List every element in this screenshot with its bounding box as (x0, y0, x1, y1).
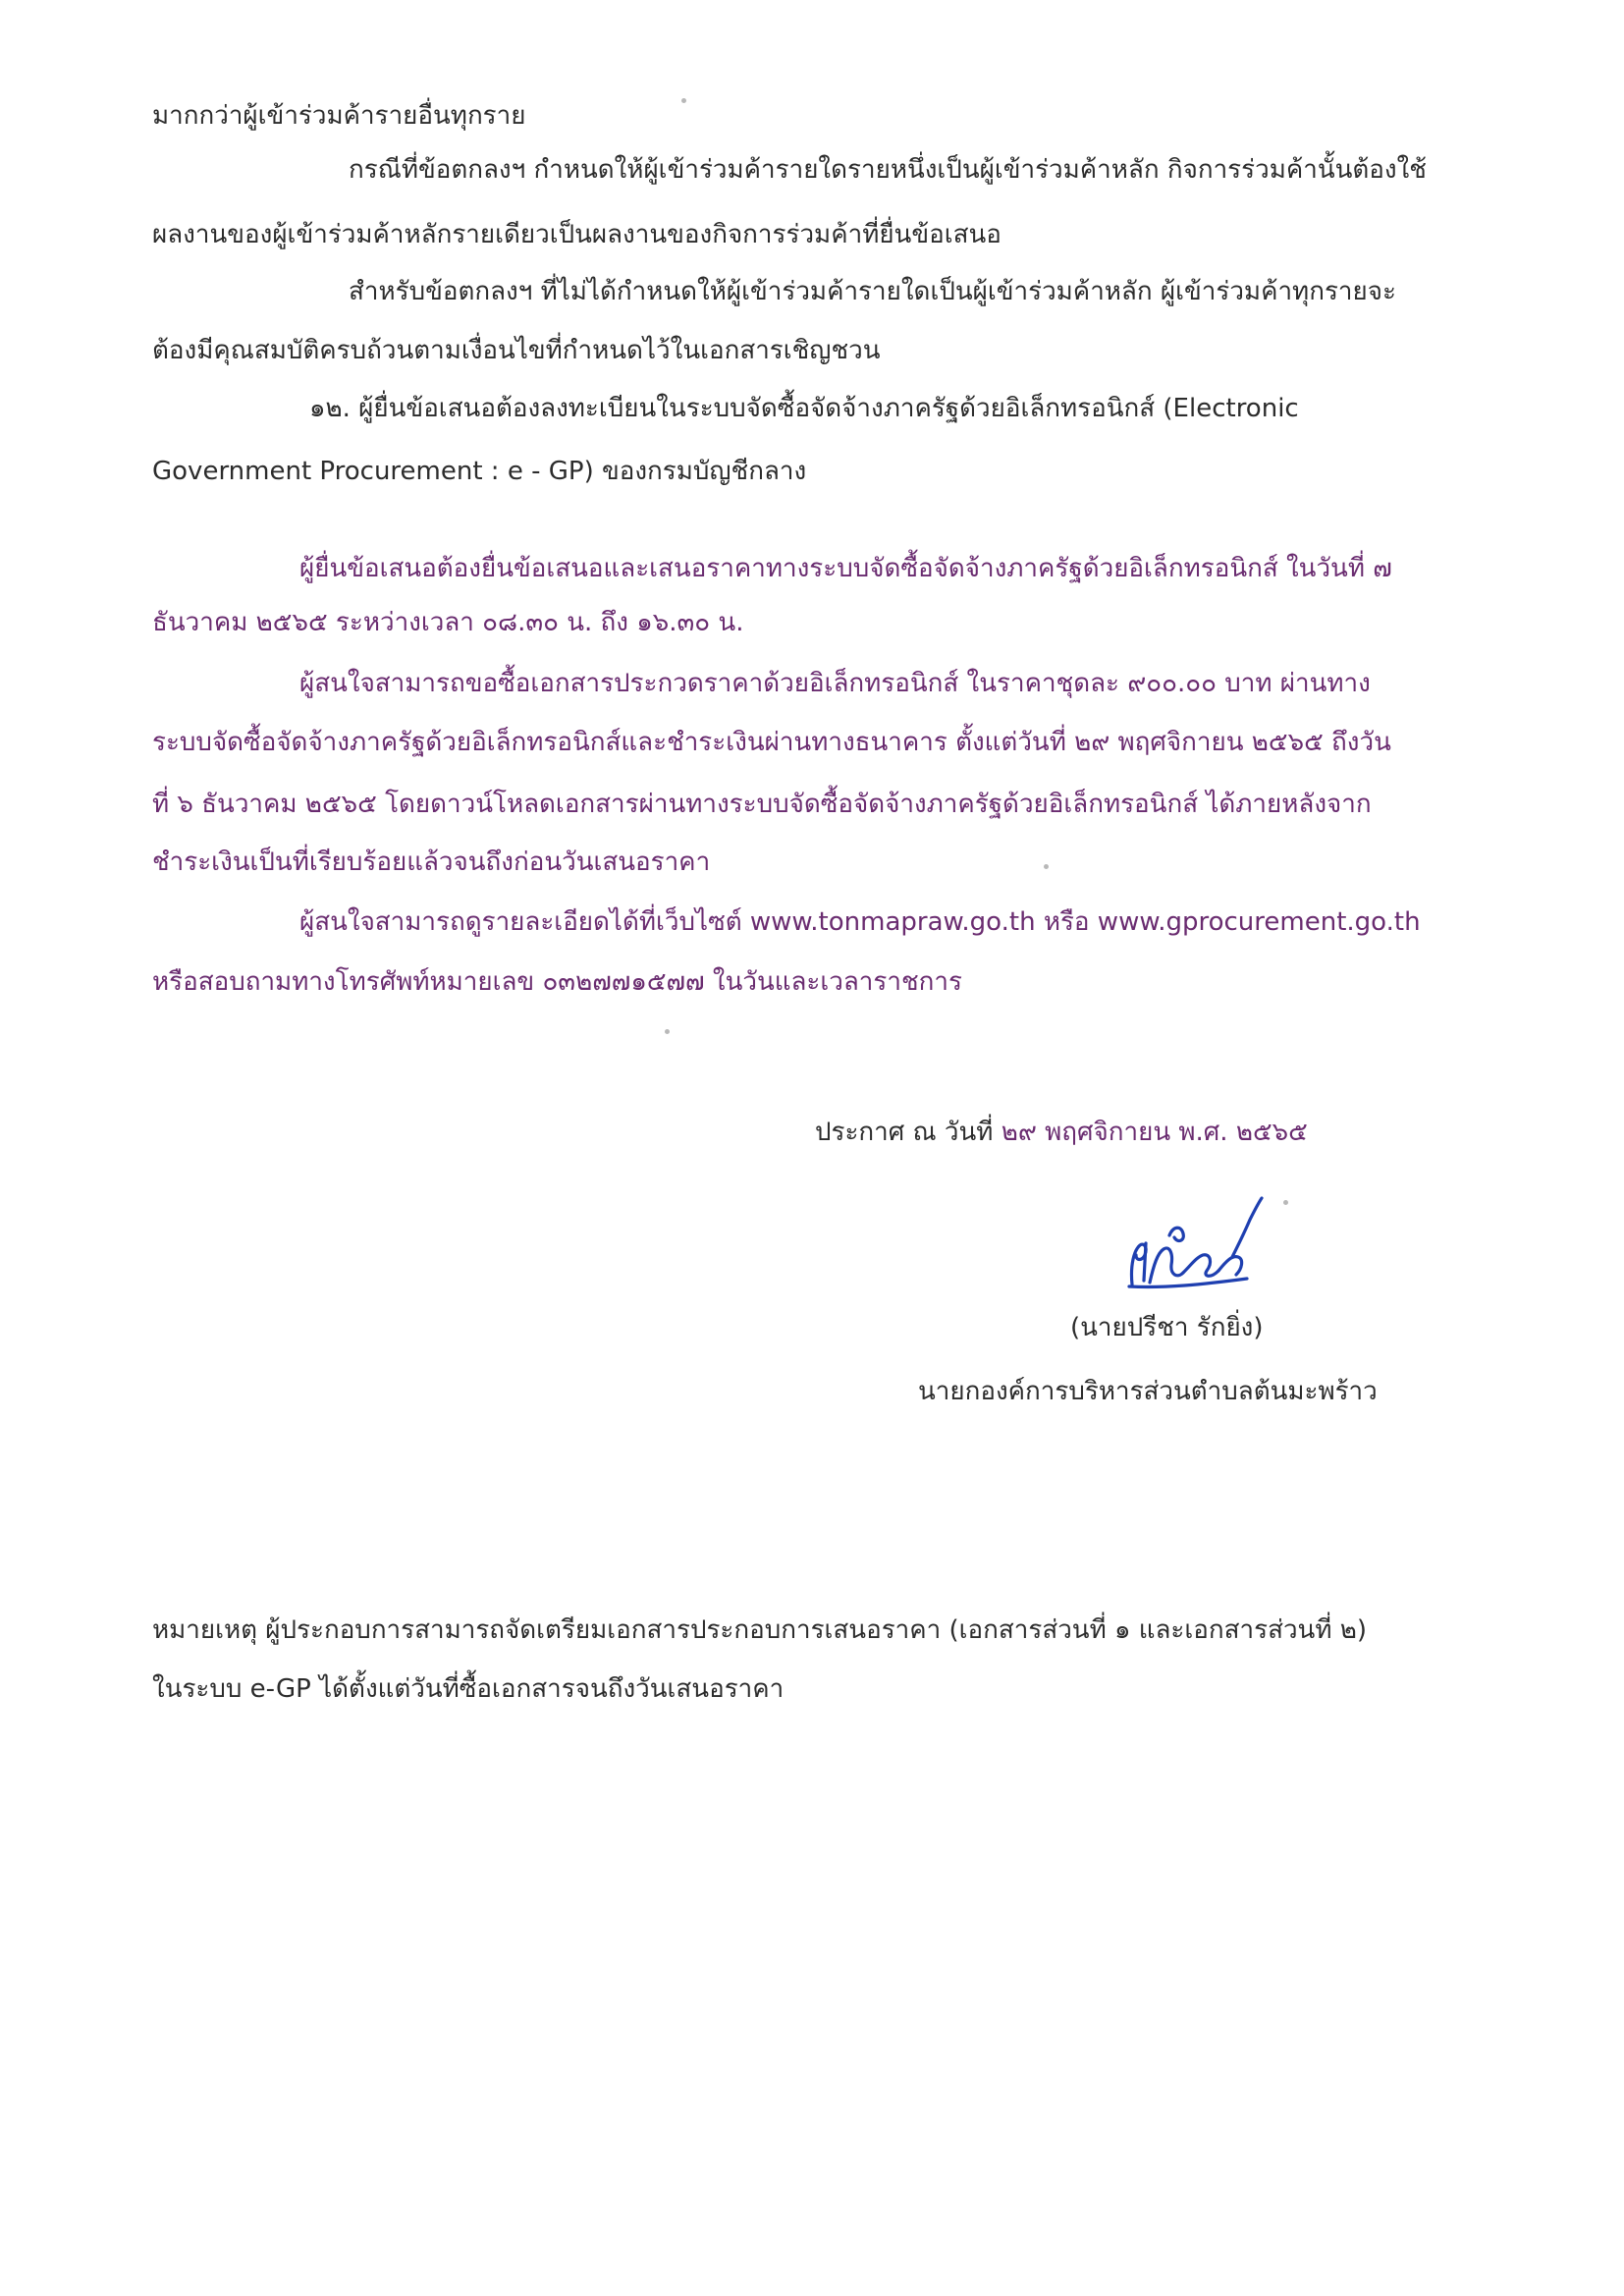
signer-title: นายกองค์การบริหารส่วนตำบลต้นมะพร้าว (918, 1377, 1378, 1406)
scan-speck (681, 98, 686, 103)
handwritten-signature (1075, 1196, 1291, 1304)
para2-line7-websites: ผู้สนใจสามารถดูรายละเอียดได้ที่เว็บไซต์ www.tonmapraw.go.th หรือ www.gprocurement.go.th (299, 907, 1421, 937)
announcement-date: ๒๙ พฤศจิกายน พ.ศ. ๒๕๖๕ (1001, 1118, 1308, 1147)
para2-line1: ผู้ยื่นข้อเสนอต้องยื่นข้อเสนอและเสนอราคาทางระบบจัดซื้อจัดจ้างภาครัฐด้วยอิเล็กทรอนิกส์ ในวันที่ ๗ (299, 554, 1392, 583)
scan-speck (1283, 1200, 1288, 1205)
para2-line4: ระบบจัดซื้อจัดจ้างภาครัฐด้วยอิเล็กทรอนิกส์และชำระเงินผ่านทางธนาคาร ตั้งแต่วันที่ ๒๙ พฤศจิกายน ๒๕๖๕ ถึงวัน (152, 728, 1391, 757)
note-line1: หมายเหตุ ผู้ประกอบการสามารถจัดเตรียมเอกสารประกอบการเสนอราคา (เอกสารส่วนที่ ๑ และเอกสารส่วนที่ ๒) (152, 1615, 1368, 1645)
para1-line5: ต้องมีคุณสมบัติครบถ้วนตามเงื่อนไขที่กำหนดไว้ในเอกสารเชิญชวน (152, 336, 881, 365)
para1-line3: ผลงานของผู้เข้าร่วมค้าหลักรายเดียวเป็นผลงานของกิจการร่วมค้าที่ยื่นข้อเสนอ (152, 220, 1001, 249)
para1-line2: กรณีที่ข้อตกลงฯ กำหนดให้ผู้เข้าร่วมค้ารายใดรายหนึ่งเป็นผู้เข้าร่วมค้าหลัก กิจการร่วมค้านั้นต้องใช้ (349, 155, 1427, 185)
para1-line1: มากกว่าผู้เข้าร่วมค้ารายอื่นทุกราย (152, 101, 526, 131)
para2-line5: ที่ ๖ ธันวาคม ๒๕๖๕ โดยดาวน์โหลดเอกสารผ่านทางระบบจัดซื้อจัดจ้างภาครัฐด้วยอิเล็กทรอนิกส์ ได้ภายหลังจาก (152, 790, 1372, 819)
para1-line7: Government Procurement : e - GP) ของกรมบัญชีกลาง (152, 457, 807, 486)
announcement-prefix: ประกาศ ณ วันที่ (815, 1118, 994, 1147)
para1-line6-clause12: ๑๒. ผู้ยื่นข้อเสนอต้องลงทะเบียนในระบบจัดซื้อจัดจ้างภาครัฐด้วยอิเล็กทรอนิกส์ (Electronic (309, 394, 1299, 423)
para2-line6: ชำระเงินเป็นที่เรียบร้อยแล้วจนถึงก่อนวันเสนอราคา (152, 847, 711, 877)
para2-line3: ผู้สนใจสามารถขอซื้อเอกสารประกวดราคาด้วยอิเล็กทรอนิกส์ ในราคาชุดละ ๙๐๐.๐๐ บาท ผ่านทาง (299, 669, 1371, 698)
signer-name: (นายปรีชา รักยิ่ง) (1070, 1313, 1264, 1342)
scan-speck (1044, 864, 1049, 869)
para2-line8-phone: หรือสอบถามทางโทรศัพท์หมายเลข ๐๓๒๗๗๑๕๗๗ ในวันและเวลาราชการ (152, 967, 962, 997)
scan-speck (665, 1029, 670, 1034)
note-line2: ในระบบ e-GP ได้ตั้งแต่วันที่ซื้อเอกสารจนถึงวันเสนอราคา (152, 1674, 785, 1704)
para1-line4: สำหรับข้อตกลงฯ ที่ไม่ได้กำหนดให้ผู้เข้าร่วมค้ารายใดเป็นผู้เข้าร่วมค้าหลัก ผู้เข้าร่วมค้าทุกรายจะ (349, 277, 1396, 306)
para2-line2: ธันวาคม ๒๕๖๕ ระหว่างเวลา ๐๘.๓๐ น. ถึง ๑๖.๓๐ น. (152, 608, 744, 637)
announcement-line (815, 1116, 1308, 1149)
